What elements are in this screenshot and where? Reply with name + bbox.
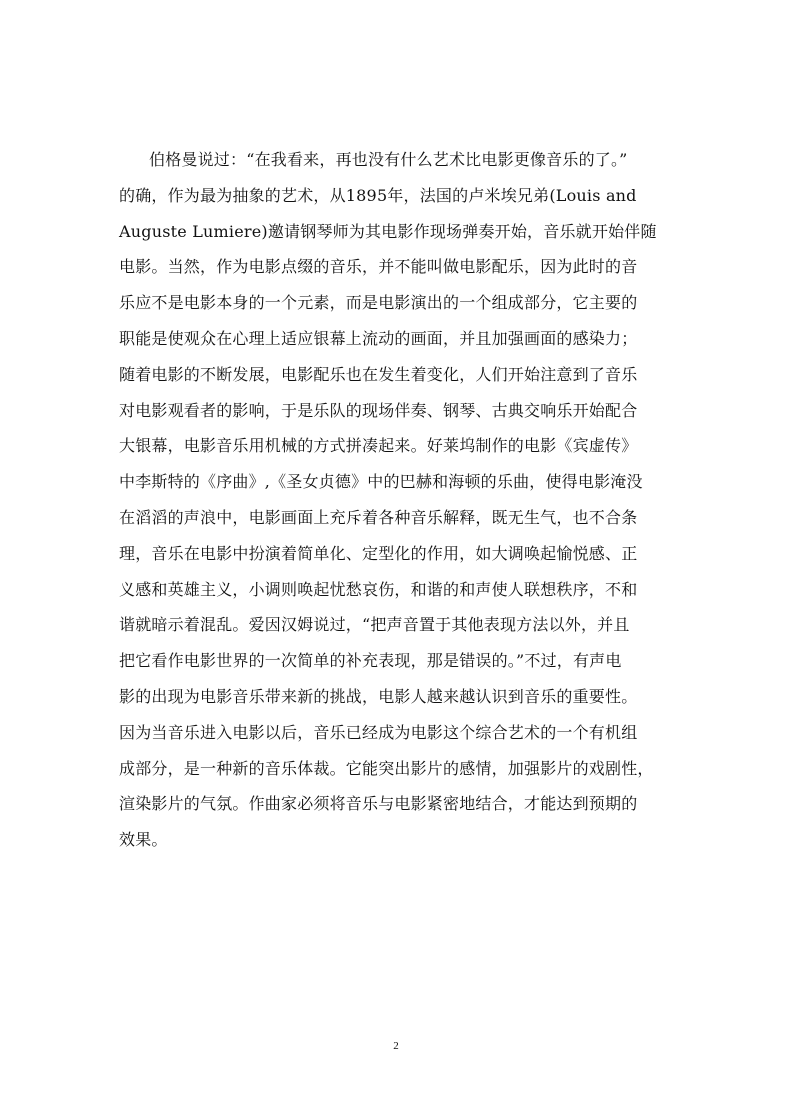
paragraph-line: 在滔滔的声浪中，电影画面上充斥着各种音乐解释，既无生气，也不合条 xyxy=(119,507,638,527)
paragraph-line: 对电影观看者的影响，于是乐队的现场伴奏、钢琴、古典交响乐开始配合 xyxy=(119,400,638,420)
paragraph-line: 成部分，是一种新的音乐体裁。它能突出影片的感情，加强影片的戏剧性， xyxy=(119,758,654,778)
paragraph-line: 因为当音乐进入电影以后，音乐已经成为电影这个综合艺术的一个有机组 xyxy=(119,722,638,742)
paragraph-line: 乐应不是电影本身的一个元素，而是电影演出的一个组成部分，它主要的 xyxy=(119,293,638,313)
paragraph-line: 渲染影片的气氛。作曲家必须将音乐与电影紧密地结合，才能达到预期的 xyxy=(119,794,638,814)
paragraph-line: 职能是使观众在心理上适应银幕上流动的画面，并且加强画面的感染力； xyxy=(119,328,638,348)
paragraph-line: 效果。 xyxy=(119,830,168,850)
paragraph-line: 义感和英雄主义，小调则唤起忧愁哀伤，和谐的和声使人联想秩序，不和 xyxy=(119,579,638,599)
paragraph-line: Auguste Lumiere)邀请钢琴师为其电影作现场弹奏开始，音乐就开始伴随 xyxy=(119,221,657,241)
paragraph-line: 影的出现为电影音乐带来新的挑战，电影人越来越认识到音乐的重要性。 xyxy=(119,686,638,706)
paragraph-line: 随着电影的不断发展，电影配乐也在发生着变化，人们开始注意到了音乐 xyxy=(119,364,638,384)
body-paragraph xyxy=(119,142,679,858)
paragraph-line: 大银幕，电影音乐用机械的方式拼凑起来。好莱坞制作的电影《宾虚传》 xyxy=(119,436,638,456)
paragraph-line: 谐就暗示着混乱。爱因汉姆说过，“把声音置于其他表现方法以外，并且 xyxy=(119,615,630,635)
paragraph-line: 理，音乐在电影中扮演着简单化、定型化的作用，如大调唤起愉悦感、正 xyxy=(119,543,638,563)
paragraph-line: 电影。当然，作为电影点缀的音乐，并不能叫做电影配乐，因为此时的音 xyxy=(119,257,638,277)
page-number: 2 xyxy=(393,1040,399,1052)
paragraph-line: 的确，作为最为抽象的艺术，从1895年，法国的卢米埃兄弟(Louis and xyxy=(119,185,637,205)
paragraph-line: 中李斯特的《序曲》,《圣女贞德》中的巴赫和海顿的乐曲，使得电影淹没 xyxy=(119,472,643,492)
paragraph-line: 把它看作电影世界的一次简单的补充表现，那是错误的。”不过，有声电 xyxy=(119,651,622,671)
paragraph-line: 伯格曼说过：“在我看来，再也没有什么艺术比电影更像音乐的了。” xyxy=(149,150,628,169)
